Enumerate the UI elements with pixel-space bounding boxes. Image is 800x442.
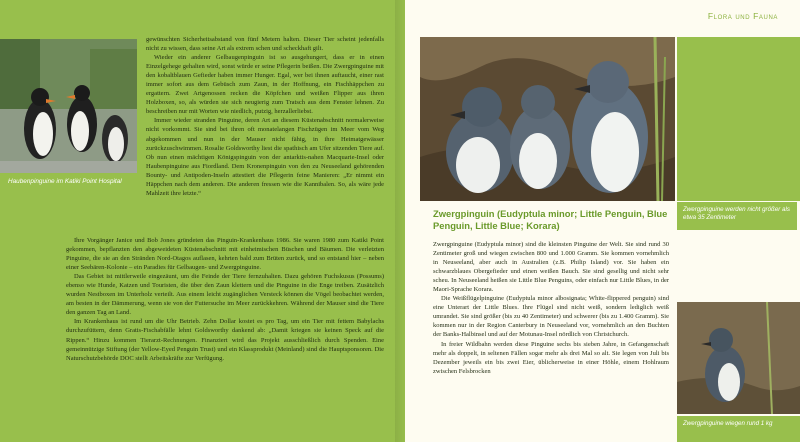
left-paragraph-6: Im Krankenhaus ist rund um die Uhr Betrieb. Zehn Dollar kostet es pro Tag, um ein Tier mit fettem Babylachs durchzufüttern, denn Gratis-Fischabfälle lehnt Goldsworthy dankend ab: „Damit kriegen sie keinen Speck auf die Rippen.“ Hinzu kommen Tierarzt-Rechnungen. Finanziert wird das Projekt ausschließlich durch Spenden. Eine gemeinnützige Stiftung (der Yellow-Eyed Penguin Trust) und ein Klassprodukt (Meinland) sind die Hauptsponsoren. Die Naturschutzbehörde DOC stellt Arbeitskräfte zur Verfügung.: [66, 318, 384, 362]
left-paragraph-2: Wieder ein anderer Gelbaugenpinguin ist so ausgehungert, dass er in einen Einzelgehege gehalten wird, sonst würde er seine Pflegerin beißen. Die Zwergpinguine mit den kobaltblauen Gefieder haben immer Hunger. Egal, wer bei ihnen auftaucht, einer rast immer sofort aus dem Gebüsch zum Zaun, in der Hoffnung, ein Fischhäppchen zu ergattern. Zwei Artgenossen recken die Köpfchen und weißen Flipper aus ihren Holzboxen, so, als würden sie sich neugierig zum Tratsch aus dem Fenster lehnen. Zu beschreiben nur mit Worten wie niedlich, putzig, herzallerliebst.: [146, 54, 384, 116]
left-paragraph-3: Immer wieder stranden Pinguine, deren Art an diesem Küstenabschnitt normalerweise nicht vorkommt. Sie sind bei ihren oft monatelangen Fischzügen im Meer vom Weg abgekommen und nun in der Mauser nicht fähig, in ihre Heimatgewässer zurückzuschwimmen. Rosalie Goldsworthy liest die spathisch am Ufer sitzenden Tiere auf. Ob nun einen mächtigen Königspinguin von der antarktis-nahen Macquarie-Insel oder Haubenpinguine aus Fiordland. Dem Kronenpinguin von den zu Neuseeland gehörenden Bounty- und Antipoden-Inseln attestiert die Pflegerin feine Manieren: „Er nimmt ein Häppchen nach dem anderen. Die anderen fressen wie die Kannibalen. So, als wäre jede Mahlzeit ihre letzte.“: [146, 117, 384, 197]
left-paragraph-1: gewünschten Sicherheitsabstand von fünf Metern halten. Dieser Tier scheint jedenfalls nicht zu wissen, dass seine Art als extrem schen und scheckhaft gilt.: [146, 36, 384, 53]
gentoo-caption: Haubenpinguine im Katiki Point Hospital: [8, 178, 122, 185]
little-penguins-caption: Zwergpinguine werden nicht größer als etwa 35 Zentimeter: [677, 202, 797, 230]
single-penguin-caption: Zwergpinguine wiegen rund 1 kg: [677, 416, 800, 442]
gentoo-penguins-photo: [0, 39, 137, 173]
right-column-text: [433, 240, 669, 440]
right-page: [405, 0, 800, 442]
left-paragraph-5: Das Gebiet ist mittlerweile eingezäunt, um die Feinde der Tiere fernzuhalten. Dazu gehören Fuchskusus (Possums) ebenso wie Hunde, Katzen und Touristen, die über den Zaun klettern und die Pinguine in die Enge treiben. Zusätzlich wurden Nestboxen im Unterholz verteilt. Aus einem leicht zugänglichen Versteck können die Vögel beobachtet werden, am besten in der Dämmerung, wenn sie von der Futtersuche im Meer zurückkehren. Während der Mauser sind die Tiere den ganzen Tag an Land.: [66, 273, 384, 317]
right-paragraph-3: In freier Wildbahn werden diese Pinguine sechs bis sieben Jahre, in Gefangenschaft mehr als doppelt, in seltenen Fällen sogar mehr als drei Mal so alt. Sie legen von Juli bis Dezember jeweils ein bis zwei Eier, üblicherweise in einer Höhle, einem Hohlraum zwischen Felsbrocken: [433, 340, 669, 375]
green-side-panel: [677, 37, 800, 201]
running-head: Flora und Fauna: [707, 11, 778, 21]
little-penguins-image: [420, 37, 675, 201]
single-penguin-image: [677, 302, 800, 414]
right-paragraph-1: Zwergpinguine (Eudyptula minor) sind die kleinsten Pinguine der Welt. Sie sind rund 30 Zentimeter groß und wiegen zwischen 800 und 1.000 Gramm. Sie kommen vornehmlich in Neuseeland, aber auch in Australien (z.B. Philip Island) vor. Sie haben ein schwarzblaues Obergefieder und einen weißen Bauch. Sie sind gesellig und nicht sehr scheu. In Neuseeland heißen sie Little Blue Penguins, oder einfach nur Little Blues, in der Maori-Sprache Korara.: [433, 241, 669, 294]
section-heading: Zwergpinguin (Eudyptula minor; Little Penguin, Blue Penguin, Little Blue; Korara): [433, 208, 668, 231]
left-paragraph-4: Ihre Vorgänger Janice und Bob Jones gründeten das Pinguin-Krankenhaus 1986. Sie waren 1980 zum Katiki Point gekommen, bepflanzten den abgeweideten Küstenabschnitt mit einheimischen Büschen und Bäumen. Die verletzten Pinguine, die sie an den Stränden Nord-Otagos auflasen, kehrten bald zum Brüten zurück, und so entstand hier – neben einer Seebären-Kolonie – ein Paradies für Gelbaugen- und Zwergpinguine.: [66, 237, 384, 272]
single-penguin-photo: [677, 302, 800, 414]
left-lower-text: [66, 236, 384, 442]
little-penguins-photo: [420, 37, 675, 201]
right-paragraph-2: Die Weißflügelpinguine (Eudyptula minor albosignata; White-flippered penguin) sind eine Unterart der Little Blues. Ihre Flügel sind nicht weiß, sondern lediglich weiß umrandet. Sie sind größer (bis zu 40 Zentimeter) und schwerer (bis zu 1.400 Gramm). Sie kommen nur in der Region Canterbury in Neuseeland vor, vornehmlich an den Buchten der Banks-Halbinsel und auf der Motunau-Insel nördlich von Christchurch.: [433, 295, 669, 339]
gentoo-penguins-image: [0, 39, 137, 173]
